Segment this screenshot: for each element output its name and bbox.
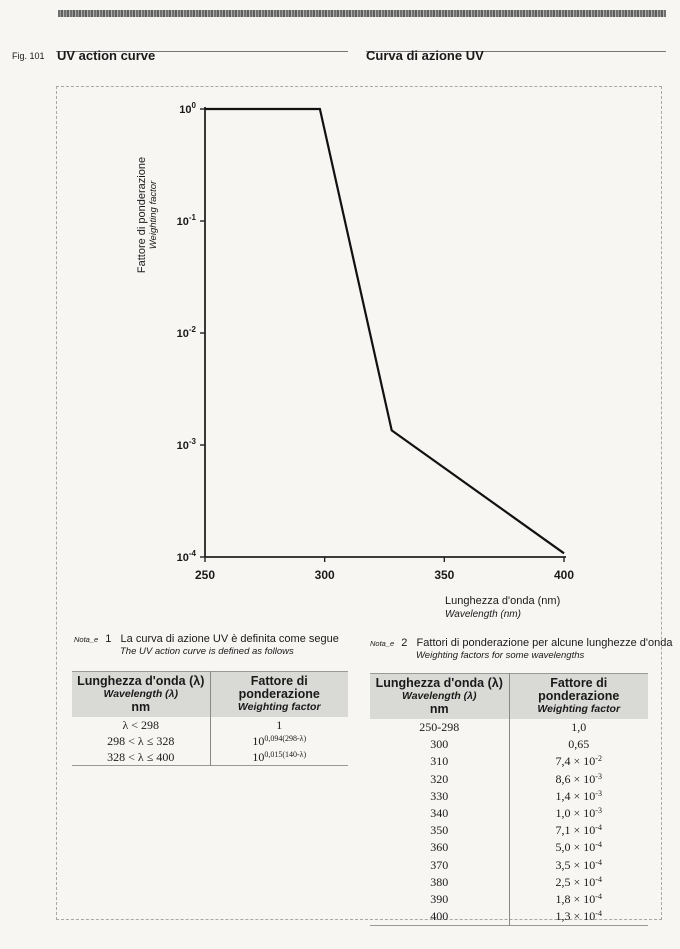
factor-cell	[509, 753, 648, 770]
col-factor-title: Fattore di ponderazione	[538, 676, 620, 703]
col-factor-title-en: Weighting factor	[537, 703, 621, 715]
col-wavelength-unit: nm	[429, 702, 449, 716]
figure-number: Fig. 101	[12, 51, 45, 61]
table-row	[370, 857, 648, 874]
col-wavelength-header	[72, 672, 210, 718]
col-wavelength-title: Lunghezza d'onda (λ)	[375, 676, 503, 690]
x-tick-label: 300	[314, 568, 335, 582]
table-row	[370, 753, 648, 770]
wavelength-cell: 390	[370, 891, 509, 908]
y-axis-label: Fattore di ponderazione	[136, 156, 148, 274]
factor-base: 10	[252, 733, 265, 748]
factor-cell	[509, 719, 648, 736]
note-1-number: 1	[105, 633, 112, 645]
y-axis-label-en: Weighting factor	[148, 180, 159, 250]
action-curve-line	[205, 109, 564, 553]
factor-exponent: -4	[595, 823, 602, 833]
factor-cell	[509, 839, 648, 856]
col-factor-header	[210, 672, 348, 718]
figure-title-en: UV action curve	[57, 48, 156, 63]
wavelength-cell: 320	[370, 771, 509, 788]
factor-exponent: -4	[595, 874, 602, 884]
y-tick-exponent: -4	[188, 549, 196, 558]
wavelength-cell: 330	[370, 788, 509, 805]
table-header-row	[72, 672, 348, 718]
y-tick-label	[179, 101, 196, 116]
y-tick-mantissa: 10	[176, 328, 189, 340]
y-tick-mantissa: 10	[176, 440, 189, 452]
note-1-text: La curva di azione UV è definita come segue	[120, 633, 339, 645]
y-axis-title	[136, 105, 164, 325]
wavelength-cell: 380	[370, 874, 509, 891]
col-factor-header	[509, 674, 648, 720]
table-row	[72, 717, 348, 733]
note-2	[370, 637, 672, 662]
table-row	[370, 805, 648, 822]
wavelength-cell: 350	[370, 822, 509, 839]
y-tick-label	[177, 549, 197, 564]
action-curve-table	[72, 671, 348, 766]
y-tick-label	[177, 437, 197, 452]
factor-cell	[509, 736, 648, 753]
table-row	[72, 749, 348, 766]
factor-base: 5,0 × 10	[555, 840, 596, 855]
wavelength-cell: 400	[370, 908, 509, 926]
y-tick-exponent: 0	[191, 101, 196, 110]
x-tick-label: 250	[194, 568, 216, 582]
factor-base: 1,0	[571, 720, 587, 735]
weighting-factors-table	[370, 673, 648, 926]
wavelength-cell: 370	[370, 857, 509, 874]
factor-base: 1,3 × 10	[555, 909, 596, 924]
x-axis-label-en: Wavelength (nm)	[445, 609, 521, 620]
col-wavelength-title: Lunghezza d'onda (λ)	[77, 674, 205, 688]
y-tick-exponent: -2	[188, 325, 196, 334]
table-row	[370, 822, 648, 839]
wavelength-cell: 360	[370, 839, 509, 856]
factor-exponent: 0,015(140-λ)	[264, 749, 307, 759]
factor-cell	[509, 822, 648, 839]
col-wavelength-title-en: Wavelength (λ)	[402, 690, 477, 702]
table-row	[370, 891, 648, 908]
factor-exponent: -4	[595, 909, 602, 919]
factor-base: 1,8 × 10	[555, 891, 596, 906]
x-tick-label: 400	[553, 568, 575, 582]
factor-exponent: -4	[595, 840, 602, 850]
col-factor-title-en: Weighting factor	[237, 701, 321, 713]
y-tick-mantissa: 10	[179, 104, 192, 116]
wavelength-cell: 298 < λ ≤ 328	[72, 733, 210, 749]
factor-base: 8,6 × 10	[555, 771, 596, 786]
factor-cell	[509, 805, 648, 822]
factor-exponent: -3	[595, 771, 602, 781]
factor-exponent: -4	[595, 891, 602, 901]
note-2-text-en: Weighting factors for some wavelengths	[416, 650, 585, 661]
wavelength-cell: 340	[370, 805, 509, 822]
table-row	[72, 733, 348, 749]
note-2-number: 2	[401, 637, 408, 649]
wavelength-cell: 328 < λ ≤ 400	[72, 749, 210, 766]
factor-base: 1,4 × 10	[555, 788, 596, 803]
col-factor-title: Fattore di ponderazione	[238, 674, 320, 701]
note-1-label: Nota_e	[74, 635, 99, 644]
table-row	[370, 719, 648, 736]
wavelength-cell: 250-298	[370, 719, 509, 736]
y-tick-label	[177, 213, 197, 228]
table-row	[370, 771, 648, 788]
table-row	[370, 839, 648, 856]
factor-cell	[210, 749, 348, 766]
factor-cell	[210, 733, 348, 749]
note-2-text: Fattori di ponderazione per alcune lunghezze d'onda	[416, 637, 673, 649]
y-tick-mantissa: 10	[176, 216, 189, 228]
y-tick-exponent: -1	[188, 213, 196, 222]
factor-cell	[509, 771, 648, 788]
factor-base: 7,4 × 10	[555, 754, 596, 769]
note-1	[74, 633, 339, 658]
factor-cell	[210, 717, 348, 733]
factor-base: 1	[276, 717, 283, 732]
col-wavelength-title-en: Wavelength (λ)	[103, 688, 178, 700]
table-row	[370, 788, 648, 805]
factor-base: 0,65	[568, 737, 590, 752]
wavelength-cell: 300	[370, 736, 509, 753]
table-header-row	[370, 674, 648, 720]
factor-exponent: -4	[595, 857, 602, 867]
factor-cell	[509, 788, 648, 805]
factor-cell	[509, 891, 648, 908]
note-1-text-en: The UV action curve is defined as follows	[120, 646, 294, 657]
y-tick-exponent: -3	[188, 437, 196, 446]
x-axis-title	[445, 595, 560, 621]
col-wavelength-header	[370, 674, 509, 720]
factor-base: 2,5 × 10	[555, 874, 596, 889]
wavelength-cell: λ < 298	[72, 717, 210, 733]
note-2-label: Nota_e	[370, 639, 395, 648]
factor-exponent: -3	[595, 806, 602, 816]
factor-exponent: -3	[595, 788, 602, 798]
factor-base: 3,5 × 10	[555, 857, 596, 872]
factor-base: 7,1 × 10	[555, 823, 596, 838]
figure-title-it: Curva di azione UV	[366, 48, 484, 63]
x-tick-label: 350	[434, 568, 455, 582]
y-tick-mantissa: 10	[176, 552, 189, 564]
factor-exponent: 0,094(298-λ)	[264, 733, 307, 743]
factor-exponent: -2	[595, 754, 602, 764]
x-axis-label: Lunghezza d'onda (nm)	[445, 595, 561, 607]
factor-base: 1,0 × 10	[555, 806, 596, 821]
table-row	[370, 736, 648, 753]
y-tick-label	[177, 325, 197, 340]
factor-cell	[509, 857, 648, 874]
wavelength-cell: 310	[370, 753, 509, 770]
table-row	[370, 874, 648, 891]
factor-cell	[509, 908, 648, 926]
factor-base: 10	[252, 749, 265, 764]
col-wavelength-unit: nm	[131, 700, 151, 714]
table-row	[370, 908, 648, 926]
factor-cell	[509, 874, 648, 891]
